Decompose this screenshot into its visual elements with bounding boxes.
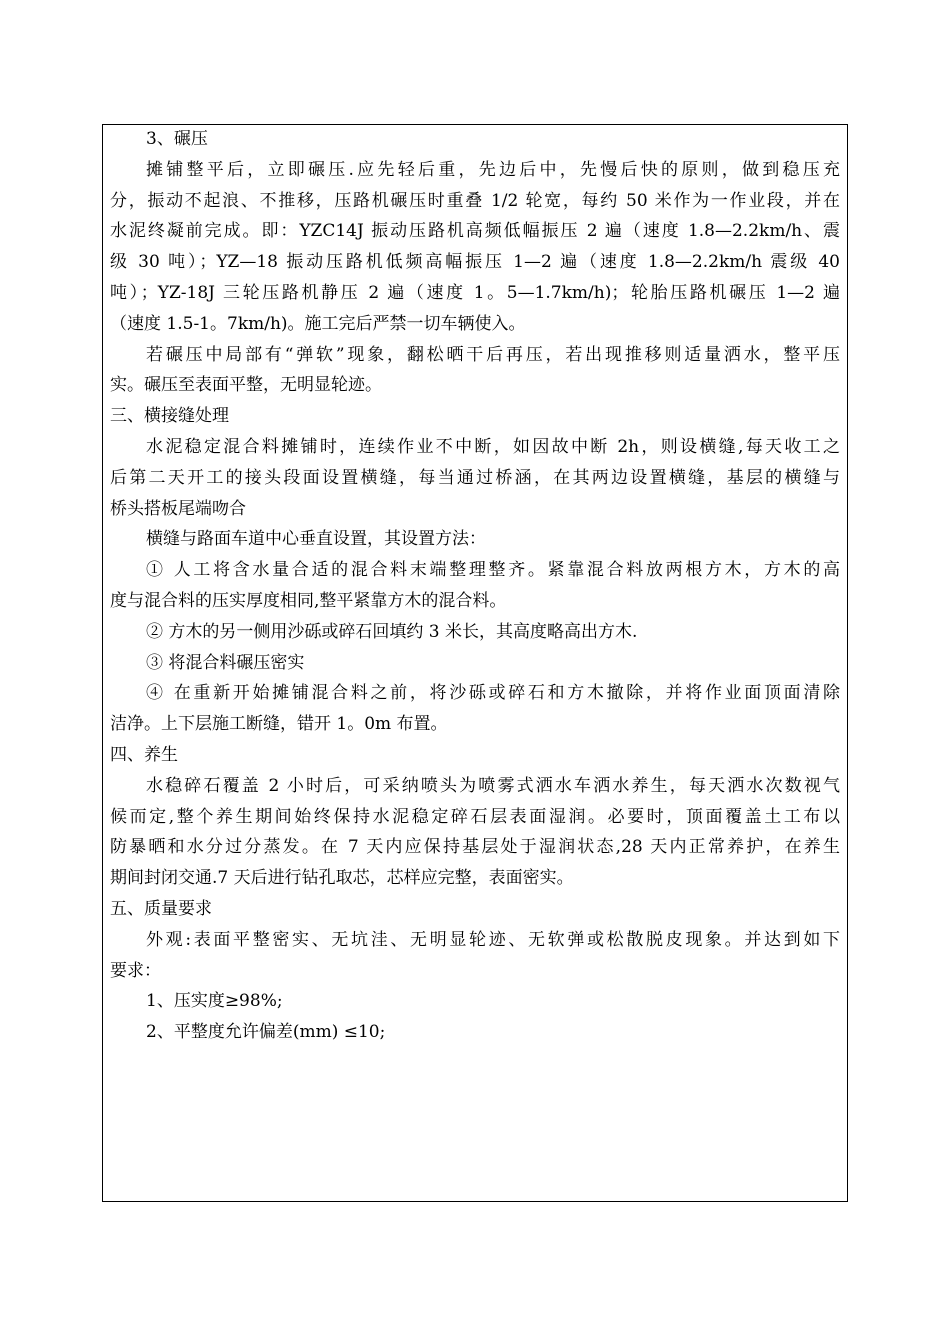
text-line: 要求： (110, 960, 161, 981)
text-line: 外观:表面平整密实、无坑洼、无明显轮迹、无软弹或松散脱皮现象。并达到如下 (146, 929, 840, 950)
text-line: 2、平整度允许偏差(mm) ≤10; (146, 1022, 386, 1043)
text-line: ① 人工将含水量合适的混合料末端整理整齐。紧靠混合料放两根方木，方木的高 (146, 560, 840, 581)
text-line: ④ 在重新开始摊铺混合料之前，将沙砾或碎石和方木撤除，并将作业面顶面清除 (146, 683, 840, 704)
text-line: 三、横接缝处理 (110, 406, 229, 427)
text-line: 桥头搭板尾端吻合 (110, 498, 246, 519)
text-line: 洁净。上下层施工断缝，错开 1。0m 布置。 (110, 714, 448, 735)
text-line: 摊铺整平后，立即碾压.应先轻后重，先边后中，先慢后快的原则，做到稳压充 (146, 159, 840, 180)
text-line: 吨）；YZ-18J 三轮压路机静压 2 遍（速度 1。5—1.7km/h)；轮胎压路机碾压 1—2 遍 (110, 282, 840, 303)
text-line: 实。碾压至表面平整，无明显轮迹。 (110, 375, 382, 396)
text-line: 候而定,整个养生期间始终保持水泥稳定碎石层表面湿润。必要时，顶面覆盖土工布以 (110, 806, 840, 827)
text-line: 防暴晒和水分过分蒸发。在 7 天内应保持基层处于湿润状态,28 天内正常养护，在养生 (110, 837, 840, 858)
text-line: 3、碾压 (146, 129, 208, 149)
text-line: 水泥稳定混合料摊铺时，连续作业不中断，如因故中断 2h，则设横缝,每天收工之 (146, 436, 840, 457)
text-line: 度与混合料的压实厚度相同,整平紧靠方木的混合料。 (110, 590, 507, 611)
text-line: 若碾压中局部有“弹软”现象，翻松晒干后再压，若出现推移则适量洒水，整平压 (146, 344, 840, 365)
text-line: ② 方木的另一侧用沙砾或碎石回填约 3 米长，其高度略高出方木. (146, 621, 638, 642)
text-line: 后第二天开工的接头段面设置横缝，每当通过桥涵，在其两边设置横缝，基层的横缝与 (110, 467, 840, 488)
text-line: 横缝与路面车道中心垂直设置，其设置方法： (146, 529, 486, 550)
text-line: 分，振动不起浪、不推移，压路机碾压时重叠 1/2 轮宽，每约 50 米作为一作业段，并在 (110, 190, 840, 211)
text-line: 期间封闭交通.7 天后进行钻孔取芯，芯样应完整，表面密实。 (110, 868, 574, 889)
document-body (110, 124, 840, 1048)
text-line: 水泥终凝前完成。即：YZC14J 振动压路机高频低幅振压 2 遍（速度 1.8—2.2km/h、震 (110, 221, 840, 242)
text-line: ③ 将混合料碾压密实 (146, 652, 305, 673)
text-line: （速度 1.5-1。7km/h)。施工完后严禁一切车辆使入。 (110, 313, 526, 334)
text-line: 级 30 吨）；YZ—18 振动压路机低频高幅振压 1—2 遍（速度 1.8—2.2km/h 震级 40 (110, 252, 840, 273)
text-line: 五、质量要求 (110, 898, 212, 919)
text-line: 水稳碎石覆盖 2 小时后，可采纳喷头为喷雾式洒水车洒水养生，每天洒水次数视气 (146, 775, 840, 796)
text-line: 1、压实度≥98%; (146, 991, 283, 1012)
text-line: 四、养生 (110, 744, 178, 765)
